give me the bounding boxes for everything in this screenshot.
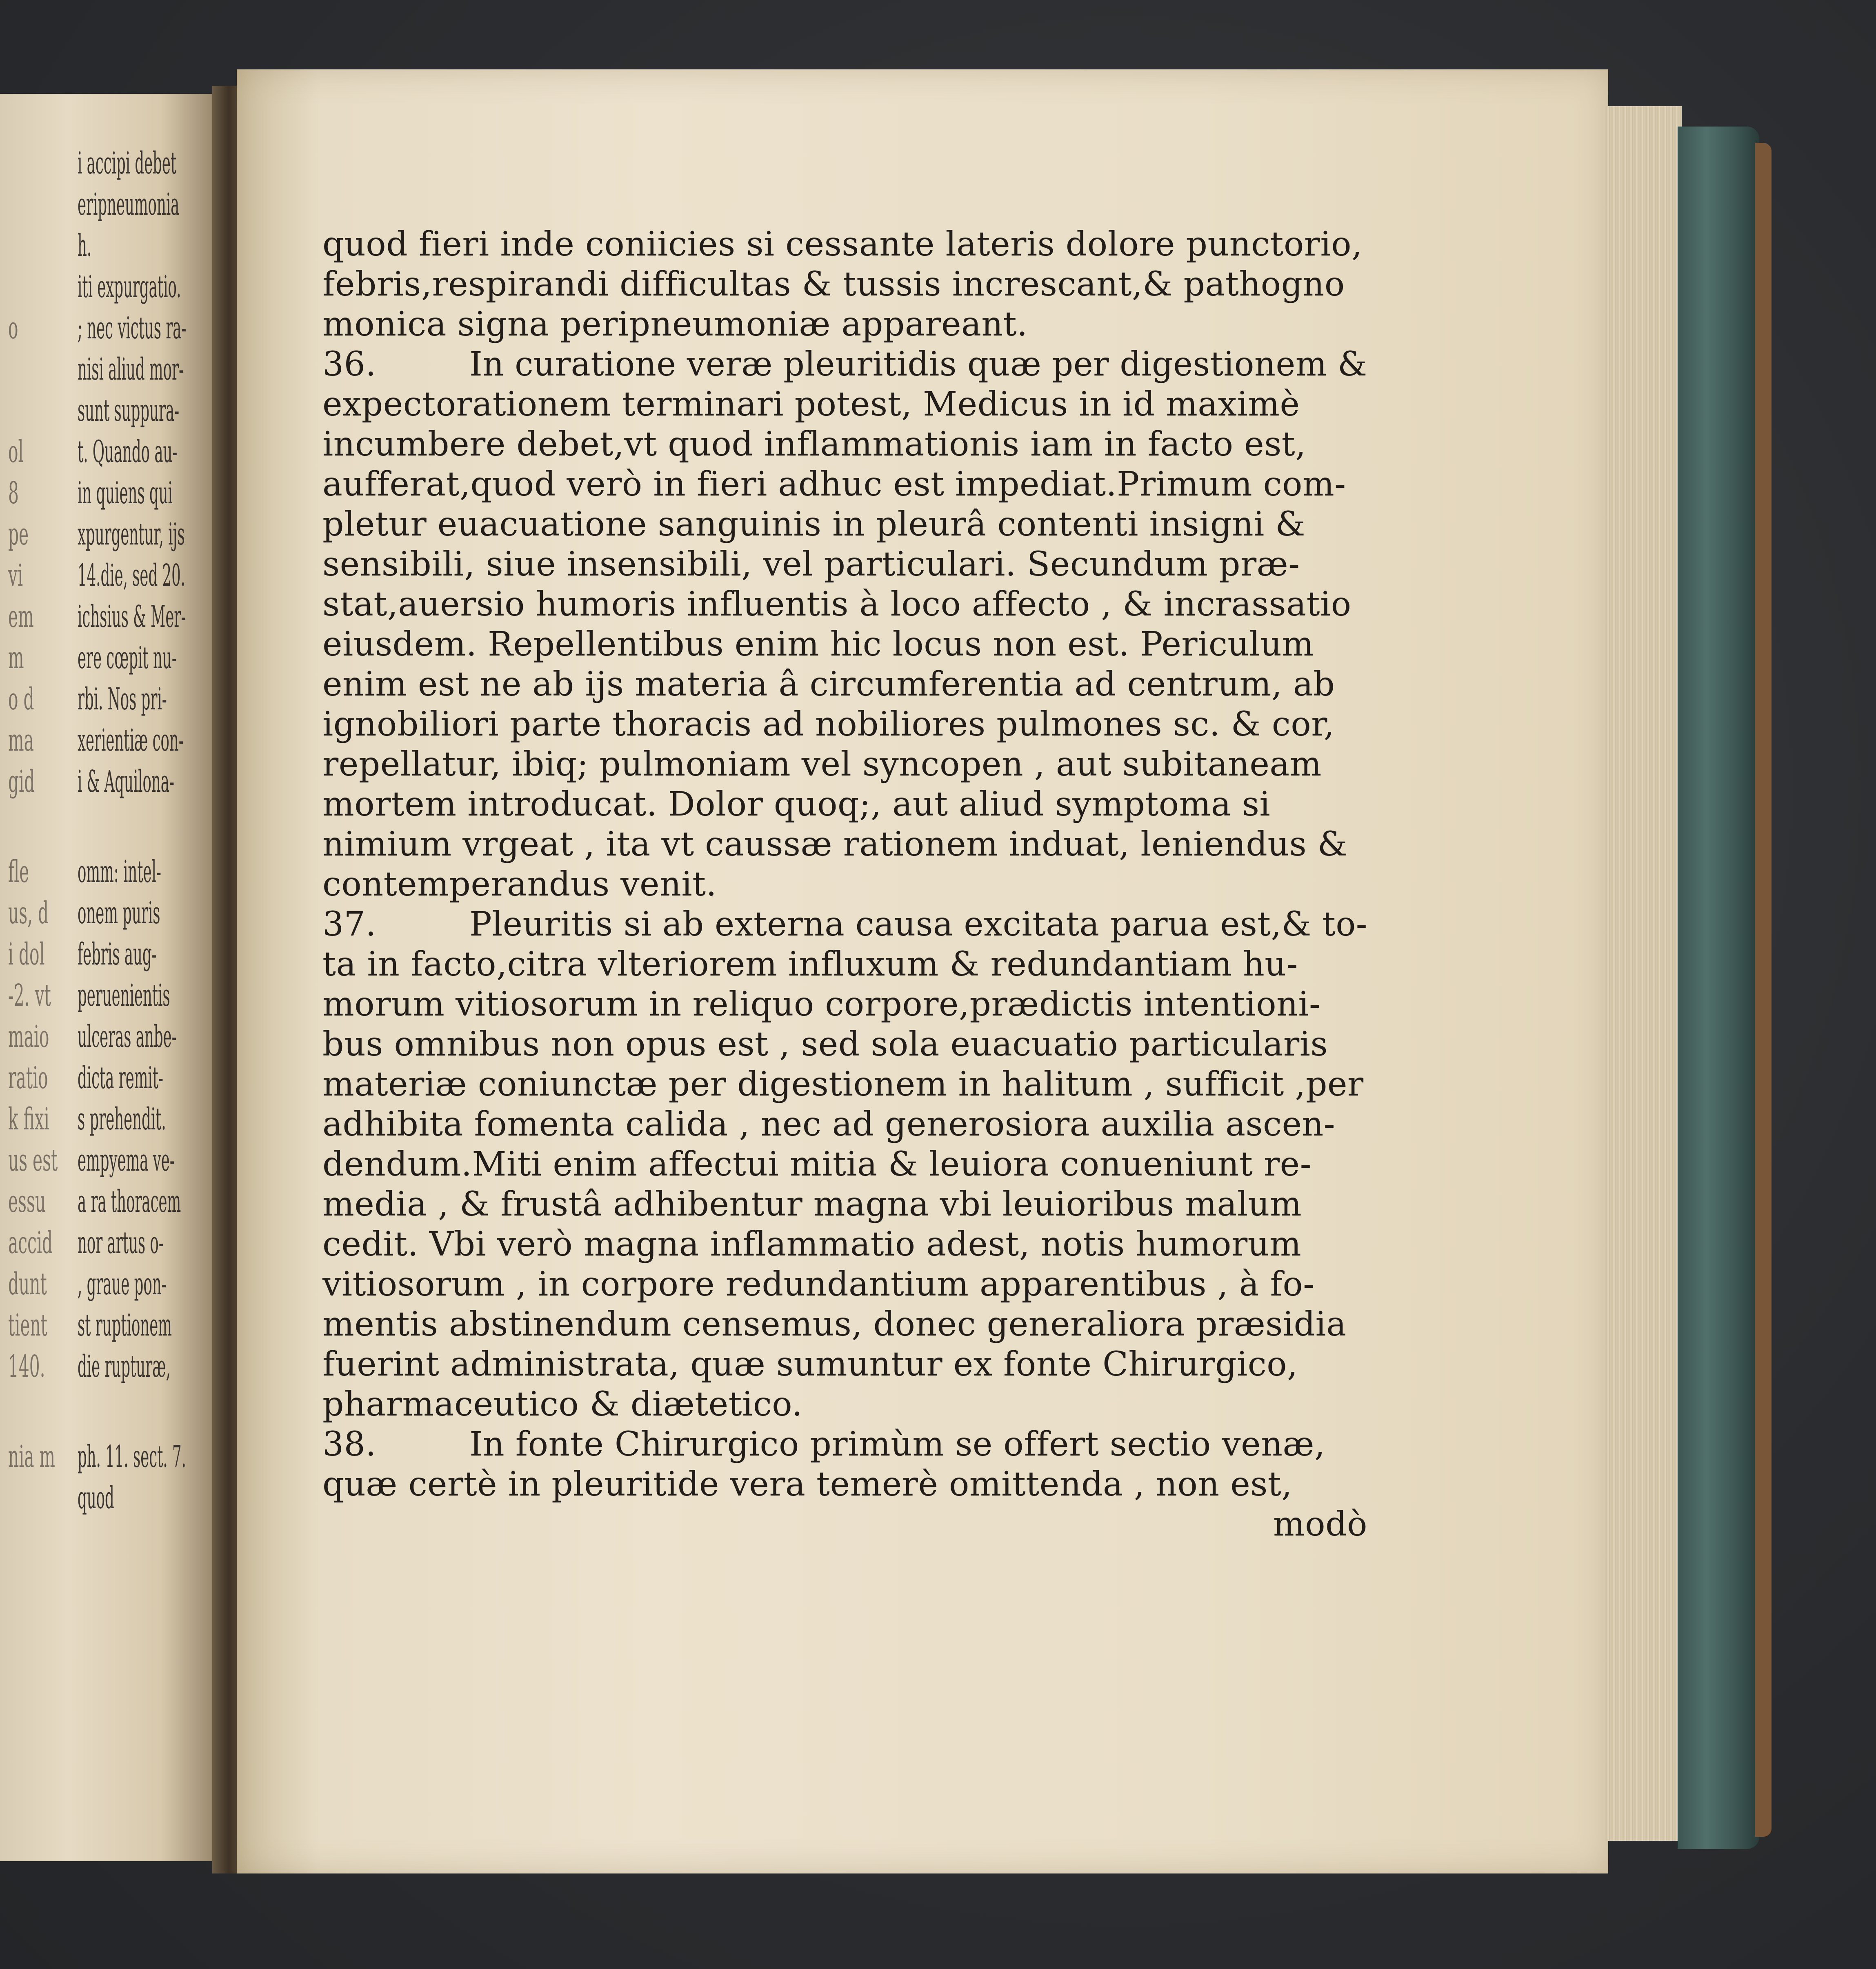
left-outer-line: pe: [8, 517, 29, 552]
left-outer-line: [8, 184, 58, 225]
left-inner-line: ere cœpit nu-: [78, 640, 177, 676]
left-inner-line: quod: [78, 1480, 114, 1516]
left-inner-line: omm: intel-: [78, 854, 161, 889]
left-outer-line: o d: [8, 682, 34, 717]
left-outer-line: [8, 390, 58, 431]
left-page-outer-column: [8, 143, 58, 1478]
text-line: sensibili, siue insensibili, vel particulari. Secundum præ-: [322, 545, 1300, 584]
text-line: bus omnibus non opus est , sed sola euacuatio particularis: [322, 1025, 1328, 1064]
right-page-text-block: [322, 224, 1384, 1545]
left-inner-line: st ruptionem: [78, 1308, 172, 1343]
left-outer-line: m: [8, 640, 24, 676]
text-line: repellatur, ibiq; pulmoniam vel syncopen , aut subitaneam: [322, 745, 1322, 784]
left-inner-line: nisi aliud mor-: [78, 352, 184, 387]
left-outer-line: ol: [8, 434, 24, 469]
left-outer-line: em: [8, 599, 34, 634]
book-cover-edge: [1678, 127, 1759, 1849]
text-line: media , & frustâ adhibentur magna vbi leuioribus malum: [322, 1185, 1302, 1224]
left-inner-line: febris aug-: [78, 937, 157, 972]
left-inner-line: eripneumonia: [78, 187, 180, 222]
left-outer-line: maio: [8, 1019, 49, 1054]
left-inner-line: sunt suppura-: [78, 393, 180, 428]
left-outer-line: k fixi: [8, 1102, 49, 1137]
left-inner-line: rbi. Nos pri-: [78, 682, 167, 717]
text-line: ignobiliori parte thoracis ad nobiliores pulmones sc. & cor,: [322, 705, 1335, 744]
text-line: febris,respirandi difficultas & tussis increscant,& pathogno: [322, 265, 1345, 304]
left-inner-line: ; nec victus ra-: [78, 311, 187, 346]
text-line: 36. In curatione veræ pleuritidis quæ per digestionem &: [322, 345, 1367, 384]
text-line: nimium vrgeat , ita vt caussæ rationem induat, leniendus &: [322, 825, 1348, 864]
left-page-inner-column: [78, 143, 186, 1519]
left-inner-line: h.: [78, 228, 92, 263]
left-outer-line: [8, 143, 58, 184]
left-outer-line: essu: [8, 1184, 46, 1219]
left-outer-line: fle: [8, 854, 29, 889]
left-outer-line: -2. vt: [8, 978, 51, 1013]
text-line: aufferat,quod verò in fieri adhuc est impediat.Primum com-: [322, 465, 1346, 504]
left-inner-line: iti expurgatio.: [78, 269, 181, 304]
left-inner-line: peruenientis: [78, 978, 170, 1013]
text-line: 37. Pleuritis si ab externa causa excitata parua est,& to-: [322, 905, 1367, 944]
text-line: enim est ne ab ijs materia â circumferentia ad centrum, ab: [322, 665, 1335, 704]
left-inner-line: in quiens qui: [78, 476, 173, 511]
left-outer-line: [8, 225, 58, 267]
text-line: ta in facto,citra vlteriorem influxum & redundantiam hu-: [322, 945, 1298, 984]
left-page: [0, 94, 229, 1861]
left-outer-line: i dol: [8, 937, 45, 972]
left-outer-line: accid: [8, 1225, 53, 1260]
text-line: stat,auersio humoris influentis à loco affecto , & incrassatio: [322, 585, 1351, 624]
left-outer-line: nia m: [8, 1439, 56, 1474]
left-outer-line: ma: [8, 723, 34, 758]
page-edges: [1604, 106, 1682, 1841]
left-inner-line: empyema ve-: [78, 1143, 175, 1178]
open-book: [0, 69, 1763, 1873]
left-inner-line: s prehendit.: [78, 1102, 166, 1137]
text-line: mortem introducat. Dolor quoq;, aut aliud symptoma si: [322, 785, 1271, 824]
left-outer-line: gid: [8, 764, 35, 799]
left-outer-line: us est: [8, 1143, 58, 1178]
left-inner-line: ph. 11. sect. 7.: [78, 1439, 186, 1474]
text-line: mentis abstinendum censemus, donec generaliora præsidia: [322, 1305, 1347, 1344]
left-inner-line: onem puris: [78, 896, 160, 931]
left-inner-line: nor artus o-: [78, 1225, 164, 1260]
left-inner-line: dicta remit-: [78, 1060, 164, 1096]
left-inner-line: i accipi debet: [78, 146, 177, 181]
text-line: eiusdem. Repellentibus enim hic locus non est. Periculum: [322, 625, 1314, 664]
text-line: vitiosorum , in corpore redundantium apparentibus , à fo-: [322, 1265, 1315, 1304]
left-inner-line: , graue pon-: [78, 1267, 167, 1302]
left-inner-line: a ra thoracem: [78, 1184, 181, 1219]
left-inner-line: die rupturæ,: [78, 1349, 171, 1384]
text-line: expectorationem terminari potest, Medicus in id maximè: [322, 385, 1300, 424]
text-line: cedit. Vbi verò magna inflammatio adest, notis humorum: [322, 1225, 1302, 1264]
left-outer-line: 8: [8, 476, 19, 511]
left-inner-line: ulceras anbe-: [78, 1019, 177, 1054]
text-line: quæ certè in pleuritide vera temerè omittenda , non est,: [322, 1465, 1292, 1504]
left-inner-line: xpurgentur, ijs: [78, 517, 185, 552]
text-line: pharmaceutico & diætetico.: [322, 1385, 803, 1424]
text-line: morum vitiosorum in reliquo corpore,prædictis intentioni-: [322, 985, 1321, 1024]
left-outer-line: [8, 267, 58, 308]
left-outer-line: us, d: [8, 896, 49, 931]
left-inner-line: ichsius & Mer-: [78, 599, 186, 634]
section-number: 38.: [322, 1425, 376, 1464]
left-outer-line: vi: [8, 558, 23, 593]
left-outer-line: ratio: [8, 1060, 48, 1096]
left-outer-line: 140.: [8, 1349, 45, 1384]
text-line: materiæ coniunctæ per digestionem in halitum , sufficit ,per: [322, 1065, 1364, 1104]
left-outer-line: [8, 349, 58, 390]
section-number: 36.: [322, 345, 376, 384]
left-inner-line: 14.die, sed 20.: [78, 558, 185, 593]
left-inner-line: xerientiæ con-: [78, 723, 184, 758]
text-line: 38. In fonte Chirurgico primùm se offert sectio venæ,: [322, 1425, 1325, 1464]
left-outer-line: tient: [8, 1308, 48, 1343]
left-inner-line: t. Quando au-: [78, 434, 178, 469]
left-inner-line: i & Aquilona-: [78, 764, 174, 799]
text-line: quod fieri inde coniicies si cessante lateris dolore punctorio,: [322, 225, 1363, 264]
text-line: contemperandus venit.: [322, 865, 717, 904]
text-line: incumbere debet,vt quod inflammationis iam in facto est,: [322, 425, 1306, 464]
text-line: fuerint administrata, quæ sumuntur ex fonte Chirurgico,: [322, 1345, 1298, 1384]
text-line: adhibita fomenta calida , nec ad generosiora auxilia ascen-: [322, 1105, 1336, 1144]
left-outer-line: o: [8, 311, 18, 346]
text-line: monica signa peripneumoniæ appareant.: [322, 305, 1028, 344]
section-number: 37.: [322, 905, 376, 944]
left-outer-line: dunt: [8, 1267, 47, 1302]
text-line: pletur euacuatione sanguinis in pleurâ contenti insigni &: [322, 505, 1305, 544]
catchword: modò: [1273, 1505, 1367, 1544]
text-line: dendum.Miti enim affectui mitia & leuiora conueniunt re-: [322, 1145, 1311, 1184]
